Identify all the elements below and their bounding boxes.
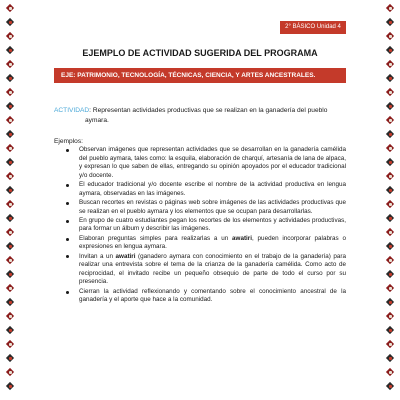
border-motif-icon (5, 4, 15, 13)
example-keyword: awatiri (115, 252, 136, 260)
border-motif-icon (5, 200, 15, 209)
activity-text: : Representan actividades productivas que se realizan en la ganadería del pueblo (89, 107, 328, 114)
border-motif-icon (385, 18, 395, 27)
border-motif-icon (385, 102, 395, 111)
bullet-dot-icon (66, 184, 69, 187)
activity-line-2: aymara. (85, 116, 109, 124)
border-motif-icon (5, 284, 15, 293)
border-motif-icon (5, 340, 15, 349)
border-motif-icon (385, 340, 395, 349)
example-item (64, 199, 346, 216)
border-motif-icon (5, 32, 15, 41)
border-motif-icon (5, 312, 15, 321)
example-text-after: , pueden incorporar palabras o expresiones en lengua aymara. (79, 234, 347, 251)
bullet-dot-icon (66, 149, 69, 152)
border-motif-icon (5, 214, 15, 223)
border-motif-icon (385, 172, 395, 181)
example-text: El educador tradicional y/o docente escribe el nombre de la actividad productiva en lengua aymara, observadas en las imágenes. (79, 181, 346, 197)
border-motif-icon (5, 368, 15, 377)
example-text: Buscan recortes en revistas o páginas web sobre imágenes de las actividades productivas que se realizan en el pueblo aymara y los elementos que se ocupan para desarrollarlas. (79, 198, 346, 215)
border-motif-icon (5, 158, 15, 167)
bullet-dot-icon (66, 220, 69, 223)
example-text-before: Invitan a un (79, 252, 116, 260)
page-title: EJEMPLO DE ACTIVIDAD SUGERIDA DEL PROGRAMA (82, 48, 318, 58)
example-item (64, 235, 346, 252)
activity-description (54, 106, 346, 125)
border-motif-icon (385, 270, 395, 279)
examples-list (64, 146, 346, 306)
activity-line-1 (54, 106, 346, 116)
example-text-before: Elaboran preguntas simples para realizarlas a un (79, 234, 233, 242)
border-motif-icon (5, 186, 15, 195)
border-motif-icon (385, 312, 395, 321)
border-motif-icon (385, 60, 395, 69)
border-motif-icon (5, 18, 15, 27)
activity-label: ACTIVIDAD (54, 107, 90, 114)
examples-heading: Ejemplos: (54, 138, 83, 145)
example-item (64, 217, 346, 234)
example-text: Observan imágenes que representan actividades que se desarrollan en la ganadería camélida del pueblo aymara, tales como: la esquila, elaboración de charquí, artesanía de lana de alpaca, y expresan lo que saben de ellas, entregando su opinión apoyados por el educador tradicional y/o docente. (79, 146, 346, 179)
border-motif-icon (5, 382, 15, 391)
border-motif-icon (5, 242, 15, 251)
border-motif-icon (5, 298, 15, 307)
example-item (64, 288, 346, 305)
example-keyword: awatiri (232, 234, 252, 242)
border-motif-icon (385, 74, 395, 83)
border-motif-icon (385, 214, 395, 223)
border-motif-icon (385, 32, 395, 41)
border-motif-icon (385, 284, 395, 293)
bullet-dot-icon (66, 202, 69, 205)
border-motif-icon (5, 354, 15, 363)
border-motif-icon (5, 256, 15, 265)
border-motif-icon (385, 228, 395, 237)
border-motif-icon (5, 130, 15, 139)
border-motif-icon (5, 102, 15, 111)
bullet-dot-icon (66, 238, 69, 241)
border-motif-icon (385, 382, 395, 391)
example-text-after: (ganadero aymara con conocimiento en el trabajo de la ganadería) para realizar una entrevista sobre el tema de la crianza de la ganadería camélida. Como acto de reciprocidad, el invitado recibe un pequeño obsequio de parte de todo el curso por su presencia. (79, 252, 347, 286)
border-motif-icon (385, 158, 395, 167)
border-motif-icon (5, 144, 15, 153)
border-motif-icon (385, 186, 395, 195)
border-motif-icon (385, 256, 395, 265)
border-motif-icon (385, 368, 395, 377)
border-motif-icon (5, 74, 15, 83)
grade-unit-tab: 2° BÁSICO Unidad 4 (280, 21, 346, 34)
border-motif-icon (385, 116, 395, 125)
axis-banner: EJE: PATRIMONIO, TECNOLOGÍA, TÉCNICAS, CIENCIA, Y ARTES ANCESTRALES. (54, 68, 346, 83)
border-motif-icon (5, 270, 15, 279)
border-motif-icon (5, 88, 15, 97)
border-motif-icon (385, 354, 395, 363)
example-item (64, 146, 346, 180)
bullet-dot-icon (66, 255, 69, 258)
border-motif-icon (385, 326, 395, 335)
border-motif-icon (385, 88, 395, 97)
decorative-border-right (383, 0, 397, 400)
border-motif-icon (385, 200, 395, 209)
bullet-dot-icon (66, 291, 69, 294)
example-item (64, 181, 346, 198)
border-motif-icon (5, 172, 15, 181)
example-text: En grupo de cuatro estudiantes pegan los recortes de los elementos y actividades productivas, para formar un álbum y describir las imágenes. (79, 216, 346, 233)
border-motif-icon (385, 144, 395, 153)
border-motif-icon (5, 326, 15, 335)
border-motif-icon (385, 298, 395, 307)
border-motif-icon (385, 130, 395, 139)
example-item (64, 253, 346, 287)
border-motif-icon (5, 60, 15, 69)
border-motif-icon (5, 228, 15, 237)
decorative-border-left (3, 0, 17, 400)
border-motif-icon (385, 4, 395, 13)
border-motif-icon (385, 242, 395, 251)
border-motif-icon (5, 116, 15, 125)
example-text: Cierran la actividad reflexionando y comentando sobre el conocimiento ancestral de la ganadería y el aporte que hace a la comunidad. (79, 287, 346, 304)
